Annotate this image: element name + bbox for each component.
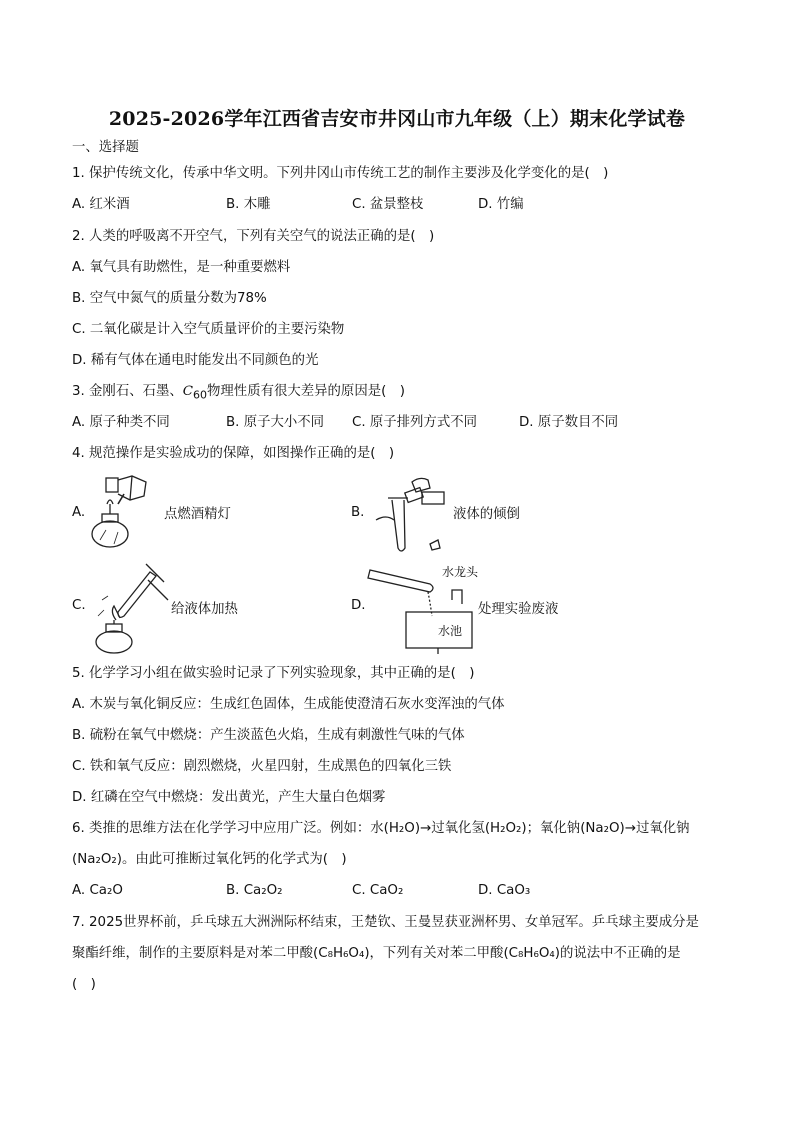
q4-option-b-caption: 液体的倾倒 <box>453 507 520 522</box>
q3-stem-start: 3. 金刚石、石墨、 <box>72 384 183 399</box>
q3-option-c: C. 原子排列方式不同 <box>352 415 477 430</box>
question-1-stem: 1. 保护传统文化，传承中华文明。下列井冈山市传统工艺的制作主要涉及化学变化的是( ) <box>72 166 609 181</box>
liquid-pouring-figure <box>368 470 454 556</box>
q1-option-a: A. 红米酒 <box>72 197 130 212</box>
tap-label: 水龙头 <box>442 565 479 579</box>
q4-option-b-letter: B. <box>351 505 365 520</box>
q2-option-c: C. 二氧化碳是计入空气质量评价的主要污染物 <box>72 322 345 337</box>
q6-option-a: A. Ca₂O <box>72 883 123 898</box>
c60-subscript: 60 <box>193 388 208 402</box>
section-heading: 一、选择题 <box>72 140 139 155</box>
q3-stem-end: 物理性质有很大差异的原因是( ) <box>207 384 405 399</box>
question-7-line-3: ( ) <box>72 977 96 992</box>
alcohol-lamp-lighting-figure <box>88 470 168 552</box>
q5-option-a: A. 木炭与氧化铜反应：生成红色固体，生成能使澄清石灰水变浑浊的气体 <box>72 697 505 712</box>
q2-option-b: B. 空气中氮气的质量分数为78% <box>72 291 267 306</box>
q1-option-c: C. 盆景整枝 <box>352 197 424 212</box>
q4-option-a-letter: A. <box>72 505 86 520</box>
question-4-stem: 4. 规范操作是实验成功的保障，如图操作正确的是( ) <box>72 446 395 461</box>
q5-option-c: C. 铁和氧气反应：剧烈燃烧，火星四射，生成黑色的四氧化三铁 <box>72 759 452 774</box>
question-7-line-2: 聚酯纤维，制作的主要原料是对苯二甲酸(C₈H₆O₄)，下列有关对苯二甲酸(C₈H₆O₄)的说法中不正确的是 <box>72 946 681 961</box>
q1-option-d: D. 竹编 <box>478 197 524 212</box>
page-title: 2025-2026学年江西省吉安市井冈山市九年级（上）期末化学试卷 <box>108 108 686 130</box>
q6-option-d: D. CaO₃ <box>478 883 531 898</box>
q4-option-d-letter: D. <box>351 598 366 613</box>
q1-option-b: B. 木雕 <box>226 197 271 212</box>
q4-option-c-letter: C. <box>72 598 86 613</box>
q6-option-b: B. Ca₂O₂ <box>226 883 283 898</box>
q5-option-b: B. 硫粉在氧气中燃烧：产生淡蓝色火焰，生成有刺激性气味的气体 <box>72 728 465 743</box>
question-6-line-2: (Na₂O₂)。由此可推断过氧化钙的化学式为( ) <box>72 852 347 867</box>
q3-option-a: A. 原子种类不同 <box>72 415 170 430</box>
question-6-line-1: 6. 类推的思维方法在化学学习中应用广泛。例如：水(H₂O)→过氧化氢(H₂O₂)；氧化钠(Na₂O)→过氧化钠 <box>72 821 690 836</box>
pool-label: 水池 <box>438 624 463 638</box>
q2-option-a: A. 氧气具有助燃性，是一种重要燃料 <box>72 260 291 275</box>
q4-option-c-caption: 给液体加热 <box>171 602 238 617</box>
q6-option-c: C. CaO₂ <box>352 883 404 898</box>
q3-option-b: B. 原子大小不同 <box>226 415 325 430</box>
question-2-stem: 2. 人类的呼吸离不开空气，下列有关空气的说法正确的是( ) <box>72 229 435 244</box>
q2-option-d: D. 稀有气体在通电时能发出不同颜色的光 <box>72 353 319 368</box>
question-5-stem: 5. 化学学习小组在做实验时记录了下列实验现象，其中正确的是( ) <box>72 666 475 681</box>
c60-formula: C <box>182 384 194 399</box>
q3-option-d: D. 原子数目不同 <box>519 415 619 430</box>
q4-option-a-caption: 点燃酒精灯 <box>164 507 231 522</box>
q4-option-d-caption: 处理实验废液 <box>478 602 559 617</box>
question-3-stem <box>72 383 405 405</box>
q5-option-d: D. 红磷在空气中燃烧：发出黄光，产生大量白色烟雾 <box>72 790 386 805</box>
question-7-line-1: 7. 2025世界杯前，乒乓球五大洲洲际杯结束，王楚钦、王曼昱获亚洲杯男、女单冠军。乒乓球主要成分是 <box>72 915 699 930</box>
heating-liquid-figure <box>88 560 174 656</box>
